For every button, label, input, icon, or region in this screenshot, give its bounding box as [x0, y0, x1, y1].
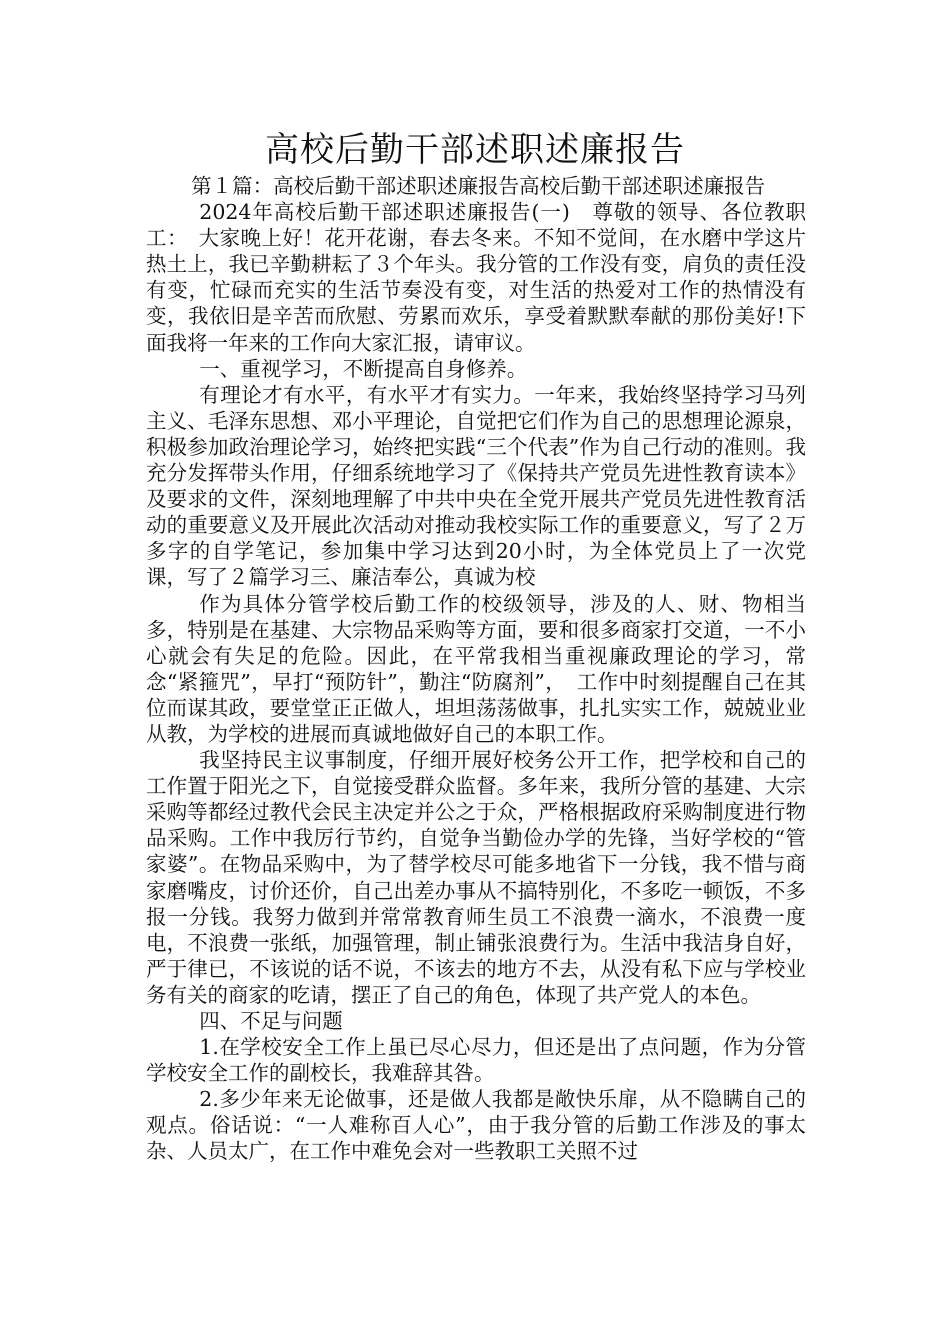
- paragraph-democracy: 我坚持民主议事制度，仔细开展好校务公开工作，把学校和自己的工作置于阳光之下，自觉接受群众监督。多年来，我所分管的基建、大宗采购等都经过教代会民主决定并公之于众，严格根据政府采购制度进行物品采购。工作中我厉行节约，自觉争当勤俭办学的先锋，当好学校的“管家婆”。在物品采购中，为了替学校尽可能多地省下一分钱，我不惜与商家磨嘴皮，讨价还价，自己出差办事从不搞特别化，不多吃一顿饭，不多报一分钱。我努力做到并常常教育师生员工不浪费一滴水，不浪费一度电，不浪费一张纸，加强管理，制止铺张浪费行为。生活中我洁身自好，严于律已，不该说的话不说，不该去的地方不去，从没有私下应与学校业务有关的商家的吃请，摆正了自己的角色，体现了共产党人的本色。: [146, 748, 806, 1007]
- paragraph-intro: 2024年高校后勤干部述职述廉报告(一) 尊敬的领导、各位教职工： 大家晚上好！花开花谢，春去冬来。不知不觉间，在水磨中学这片热土上，我已辛勤耕耘了３个年头。我分管的工作没有变，肩负的责任没有变，忙碌而充实的生活节奏没有变，对生活的热爱对工作的热情没有变，我依旧是辛苦而欣慰、劳累而欢乐，享受着默默奉献的那份美好!下面我将一年来的工作向大家汇报，请审议。: [146, 200, 806, 355]
- paragraph-issue-1: 1.在学校安全工作上虽已尽心尽力，但还是出了点问题，作为分管学校安全工作的副校长，我难辞其咎。: [146, 1035, 806, 1086]
- paragraph-study: 有理论才有水平，有水平才有实力。一年来，我始终坚持学习马列主义、毛泽东思想、邓小平理论，自觉把它们作为自己的思想理论源泉，积极参加政治理论学习，始终把实践“三个代表”作为自己行动的准则。我充分发挥带头作用，仔细系统地学习了《保持共产党员先进性教育读本》及要求的文件，深刻地理解了中共中央在全党开展共产党员先进性教育活动的重要意义及开展此次活动对推动我校实际工作的重要意义，写了２万多字的自学笔记，参加集中学习达到20小时，为全体党员上了一次党课，写了２篇学习三、廉洁奉公，真诚为校: [146, 382, 806, 590]
- paragraph-integrity: 作为具体分管学校后勤工作的校级领导，涉及的人、财、物相当多，特别是在基建、大宗物品采购等方面，要和很多商家打交道，一不小心就会有失足的危险。因此，在平常我相当重视廉政理论的学习，常念“紧箍咒”，早打“预防针”，勤注“防腐剂”， 工作中时刻提醒自己在其位而谋其政，要堂堂正正做人，坦坦荡荡做事，扎扎实实工作，兢兢业业从教，为学校的进展而真诚地做好自己的本职工作。: [146, 591, 806, 746]
- chapter-heading: 第１篇：高校后勤干部述职述廉报告高校后勤干部述职述廉报告: [191, 174, 766, 198]
- document-body: [146, 173, 806, 1165]
- document-title: 高校后勤干部述职述廉报告: [265, 130, 685, 170]
- section-heading-4: 四、不足与问题: [199, 1009, 343, 1033]
- paragraph-issue-2: 2.多少年来无论做事，还是做人我都是敞快乐扉，从不隐瞒自己的观点。俗话说：“一人难称百人心”，由于我分管的后勤工作涉及的事太杂、人员太广，在工作中难免会对一些教职工关照不过: [146, 1087, 806, 1164]
- section-heading-1: 一、重视学习，不断提高自身修养。: [199, 356, 528, 381]
